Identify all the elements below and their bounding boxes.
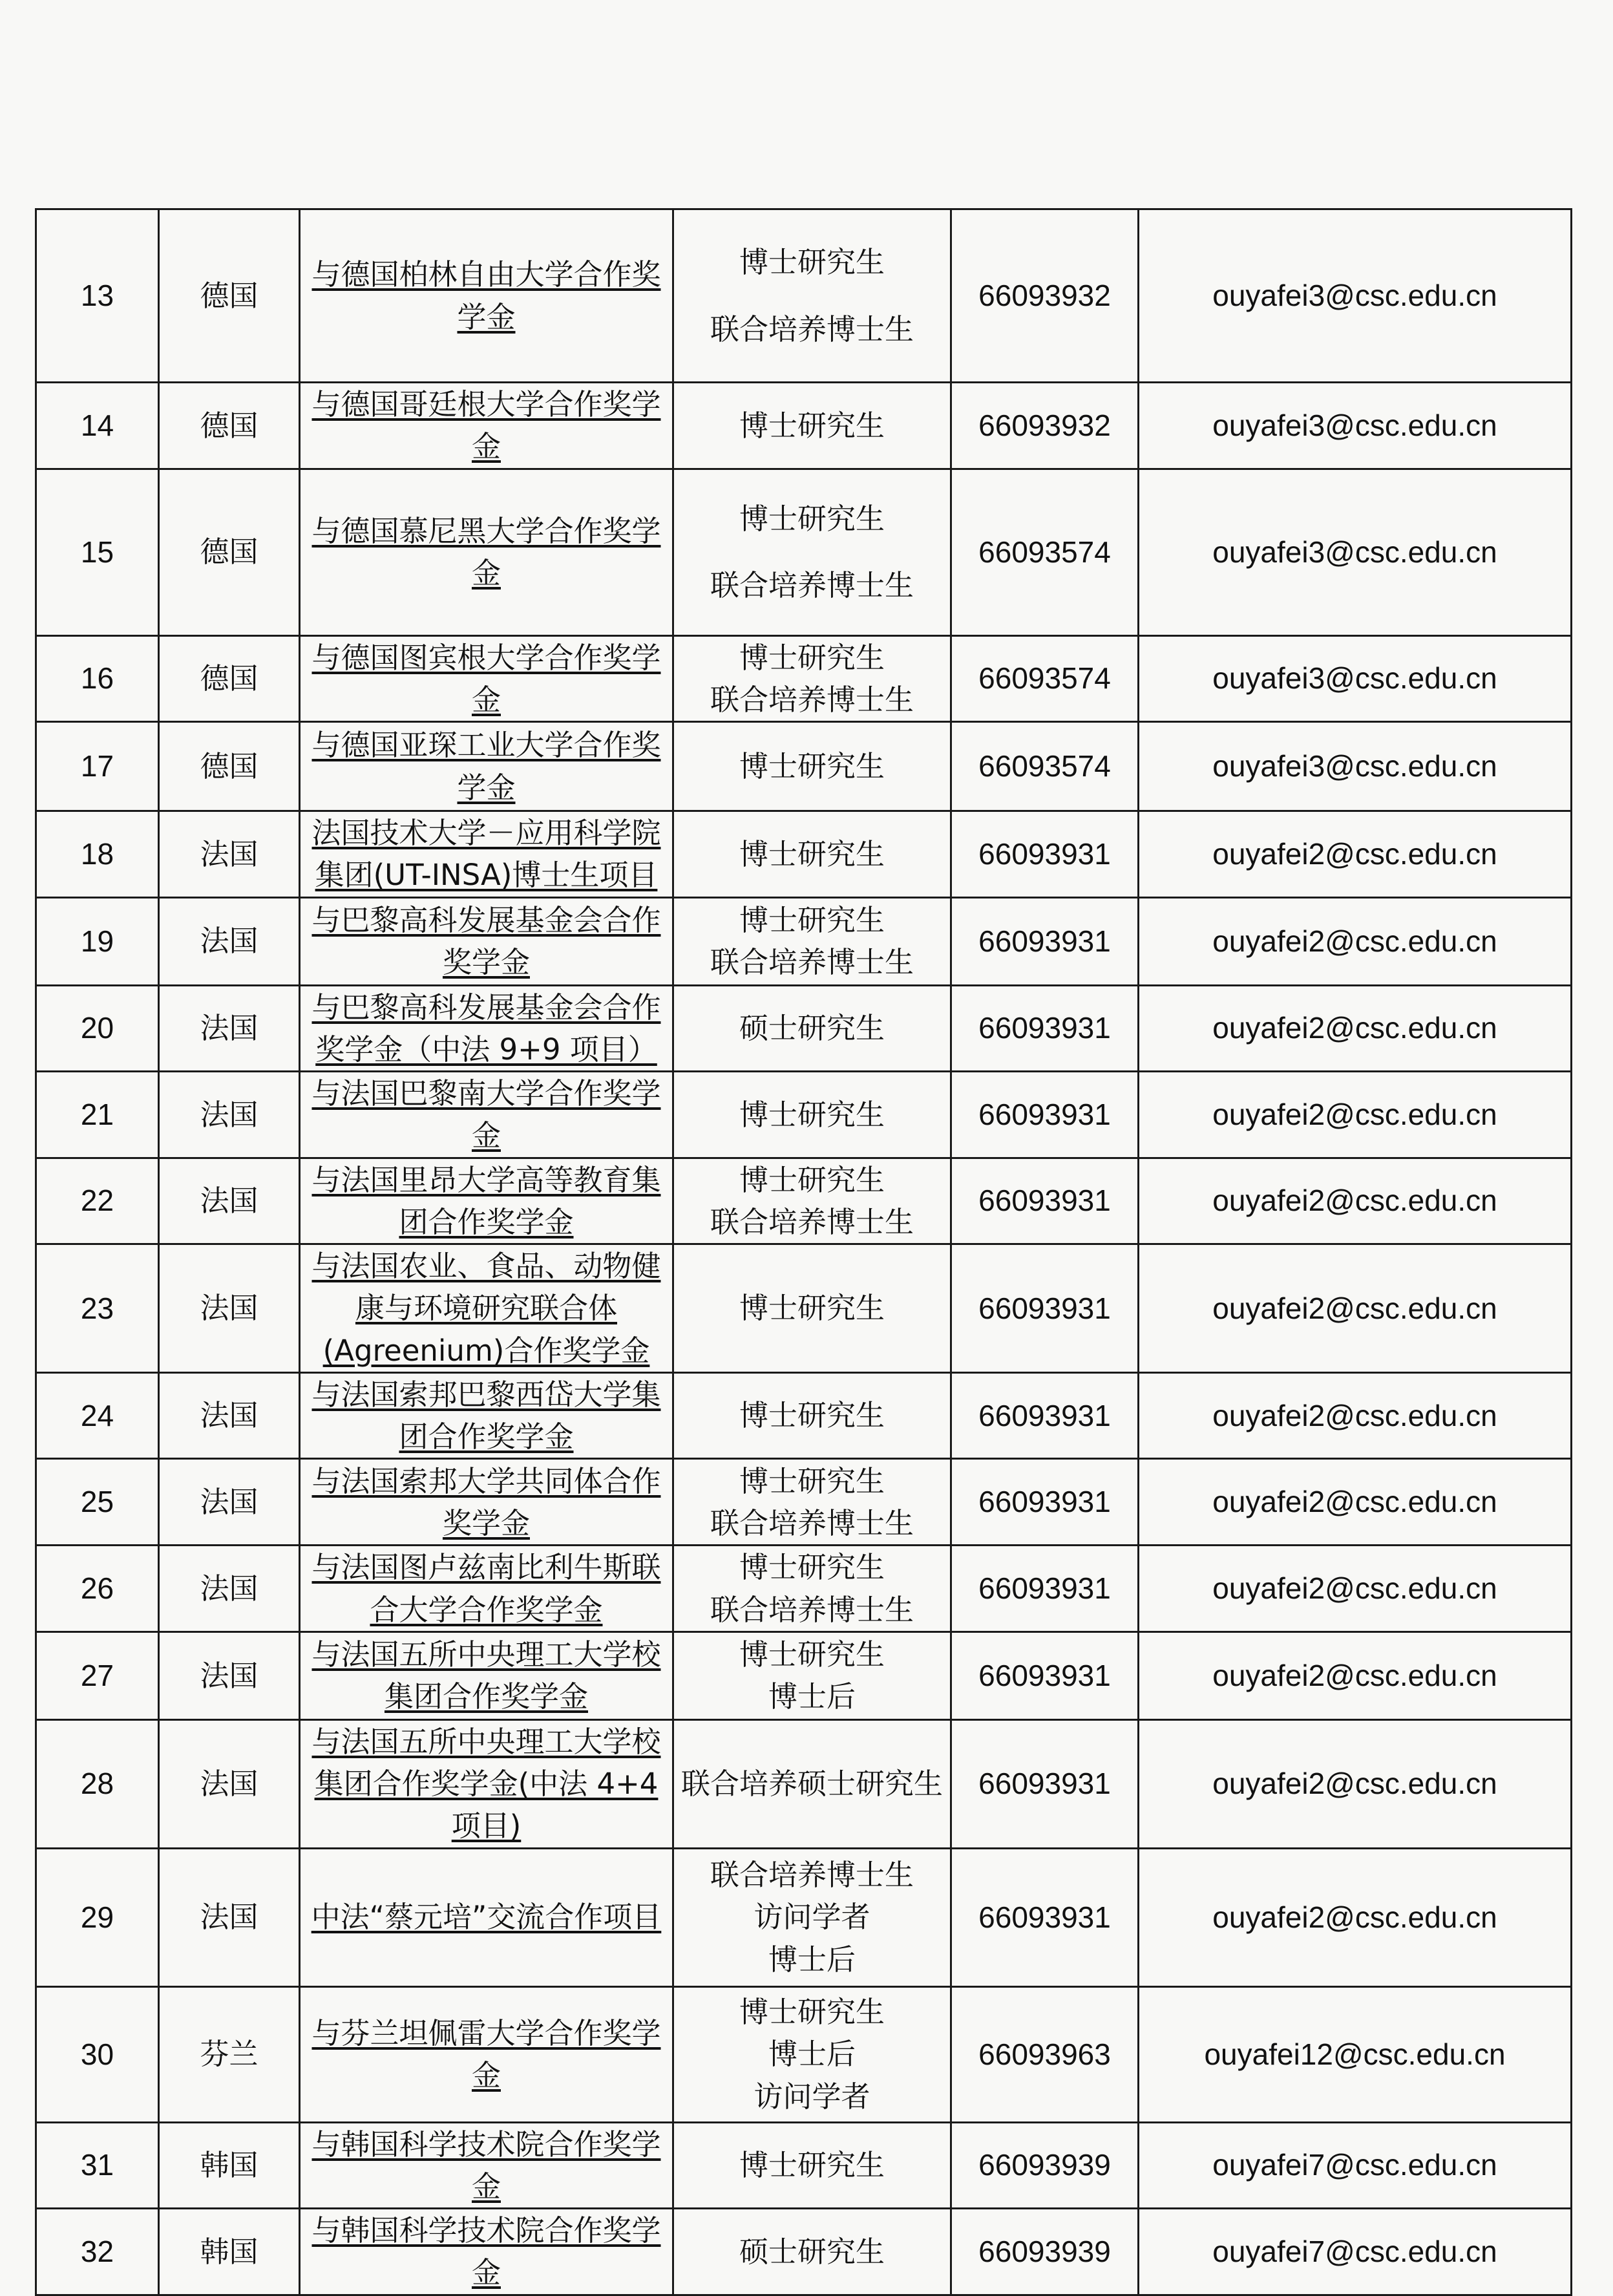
country-cell: 法国	[159, 1459, 300, 1546]
level-cell	[673, 1244, 951, 1373]
table-row	[36, 1072, 1572, 1158]
table-row	[36, 383, 1572, 469]
country-cell: 法国	[159, 1546, 300, 1632]
country-cell: 法国	[159, 897, 300, 985]
row-number: 32	[36, 2209, 159, 2295]
country-cell: 法国	[159, 1244, 300, 1373]
level-item: 联合培养博士生	[710, 945, 914, 979]
email-cell: ouyafei3@csc.edu.cn	[1139, 209, 1572, 383]
program-cell	[300, 897, 673, 985]
level-item: 博士后	[768, 1679, 856, 1714]
row-number: 21	[36, 1072, 159, 1158]
level-cell	[673, 383, 951, 469]
level-item: 博士研究生	[739, 408, 885, 443]
email-cell: ouyafei7@csc.edu.cn	[1139, 2209, 1572, 2295]
row-number: 15	[36, 469, 159, 635]
program-cell	[300, 1158, 673, 1244]
table-row	[36, 1848, 1572, 1986]
program-name: 与德国慕尼黑大学合作奖学金	[311, 513, 661, 590]
email-cell: ouyafei3@csc.edu.cn	[1139, 722, 1572, 811]
row-number: 25	[36, 1459, 159, 1546]
row-number: 30	[36, 1986, 159, 2122]
level-item: 博士研究生	[739, 836, 885, 871]
table-row	[36, 635, 1572, 722]
table-row	[36, 722, 1572, 811]
level-cell	[673, 1632, 951, 1719]
level-item: 博士研究生	[739, 1097, 885, 1132]
level-item: 联合培养博士生	[710, 568, 914, 602]
program-name: 与法国图卢兹南比利牛斯联合大学合作奖学金	[311, 1550, 661, 1627]
program-name: 与巴黎高科发展基金会合作奖学金（中法 9+9 项目）	[311, 990, 661, 1067]
phone-cell: 66093931	[951, 897, 1139, 985]
program-name: 与法国索邦大学共同体合作奖学金	[311, 1463, 661, 1540]
level-cell	[673, 985, 951, 1072]
program-cell	[300, 1546, 673, 1632]
level-cell	[673, 1986, 951, 2122]
phone-cell: 66093931	[951, 1244, 1139, 1373]
level-cell	[673, 1372, 951, 1459]
table-row	[36, 209, 1572, 383]
phone-cell: 66093931	[951, 811, 1139, 898]
row-number: 19	[36, 897, 159, 985]
program-name: 与芬兰坦佩雷大学合作奖学金	[311, 2015, 661, 2092]
row-number: 16	[36, 635, 159, 722]
row-number: 28	[36, 1719, 159, 1848]
table-row	[36, 1158, 1572, 1244]
program-cell	[300, 635, 673, 722]
level-item: 联合培养博士生	[710, 1858, 914, 1893]
program-cell	[300, 1244, 673, 1373]
email-cell: ouyafei3@csc.edu.cn	[1139, 635, 1572, 722]
email-cell: ouyafei12@csc.edu.cn	[1139, 1986, 1572, 2122]
level-cell	[673, 897, 951, 985]
country-cell: 韩国	[159, 2122, 300, 2209]
phone-cell: 66093939	[951, 2209, 1139, 2295]
phone-cell: 66093574	[951, 635, 1139, 722]
level-item: 联合培养博士生	[710, 312, 914, 346]
email-cell: ouyafei2@csc.edu.cn	[1139, 985, 1572, 1072]
table-row	[36, 1632, 1572, 1719]
phone-cell: 66093931	[951, 1372, 1139, 1459]
program-cell	[300, 1459, 673, 1546]
phone-cell: 66093574	[951, 722, 1139, 811]
country-cell: 法国	[159, 1072, 300, 1158]
level-cell	[673, 2209, 951, 2295]
phone-cell: 66093931	[951, 1546, 1139, 1632]
level-item: 博士后	[768, 2037, 856, 2072]
row-number: 22	[36, 1158, 159, 1244]
level-item: 博士研究生	[739, 1398, 885, 1433]
level-item: 博士研究生	[739, 640, 885, 675]
phone-cell: 66093931	[951, 1072, 1139, 1158]
program-name: 与法国五所中央理工大学校集团合作奖学金(中法 4+4 项目)	[311, 1724, 661, 1844]
row-number: 17	[36, 722, 159, 811]
row-number: 27	[36, 1632, 159, 1719]
level-item: 访问学者	[754, 1900, 870, 1935]
phone-cell: 66093939	[951, 2122, 1139, 2209]
email-cell: ouyafei2@csc.edu.cn	[1139, 1372, 1572, 1459]
program-name: 与法国索邦巴黎西岱大学集团合作奖学金	[311, 1377, 661, 1454]
phone-cell: 66093931	[951, 1632, 1139, 1719]
email-cell: ouyafei2@csc.edu.cn	[1139, 1632, 1572, 1719]
level-cell	[673, 1546, 951, 1632]
program-name: 与法国五所中央理工大学校集团合作奖学金	[311, 1637, 661, 1714]
level-cell	[673, 722, 951, 811]
table-row	[36, 985, 1572, 1072]
table-row	[36, 1459, 1572, 1546]
level-item: 博士研究生	[739, 501, 885, 536]
level-item: 博士研究生	[739, 1162, 885, 1197]
program-cell	[300, 1632, 673, 1719]
table-body	[36, 209, 1572, 2295]
phone-cell: 66093931	[951, 1848, 1139, 1986]
level-item: 博士研究生	[739, 902, 885, 937]
program-name: 与巴黎高科发展基金会合作奖学金	[311, 902, 661, 979]
level-cell	[673, 2122, 951, 2209]
level-cell	[673, 1848, 951, 1986]
level-item: 博士研究生	[739, 245, 885, 280]
country-cell: 德国	[159, 383, 300, 469]
phone-cell: 66093963	[951, 1986, 1139, 2122]
row-number: 13	[36, 209, 159, 383]
program-name: 与韩国科学技术院合作奖学金	[311, 2127, 661, 2204]
email-cell: ouyafei2@csc.edu.cn	[1139, 1072, 1572, 1158]
table-row	[36, 1372, 1572, 1459]
program-cell	[300, 1848, 673, 1986]
email-cell: ouyafei2@csc.edu.cn	[1139, 1546, 1572, 1632]
level-item: 博士研究生	[739, 1291, 885, 1326]
email-cell: ouyafei2@csc.edu.cn	[1139, 811, 1572, 898]
table-row	[36, 2209, 1572, 2295]
phone-cell: 66093931	[951, 1719, 1139, 1848]
email-cell: ouyafei2@csc.edu.cn	[1139, 1719, 1572, 1848]
program-cell	[300, 2122, 673, 2209]
table-row	[36, 1244, 1572, 1373]
program-name: 与德国柏林自由大学合作奖学金	[311, 257, 661, 334]
program-cell	[300, 2209, 673, 2295]
program-cell	[300, 722, 673, 811]
phone-cell: 66093931	[951, 1158, 1139, 1244]
level-item: 联合培养硕士研究生	[680, 1767, 943, 1801]
country-cell: 德国	[159, 635, 300, 722]
program-cell	[300, 1072, 673, 1158]
email-cell: ouyafei2@csc.edu.cn	[1139, 1158, 1572, 1244]
level-item: 访问学者	[754, 2079, 870, 2114]
row-number: 31	[36, 2122, 159, 2209]
table-row	[36, 2122, 1572, 2209]
level-cell	[673, 1072, 951, 1158]
level-item: 博士研究生	[739, 1637, 885, 1672]
level-cell	[673, 1459, 951, 1546]
email-cell: ouyafei2@csc.edu.cn	[1139, 1459, 1572, 1546]
phone-cell: 66093932	[951, 383, 1139, 469]
country-cell: 法国	[159, 1719, 300, 1848]
table-row	[36, 1719, 1572, 1848]
country-cell: 德国	[159, 209, 300, 383]
row-number: 20	[36, 985, 159, 1072]
level-item: 联合培养博士生	[710, 1204, 914, 1239]
program-cell	[300, 209, 673, 383]
program-name: 与德国哥廷根大学合作奖学金	[311, 387, 661, 464]
email-cell: ouyafei2@csc.edu.cn	[1139, 1244, 1572, 1373]
row-number: 24	[36, 1372, 159, 1459]
level-item: 博士研究生	[739, 1995, 885, 2030]
country-cell: 法国	[159, 1158, 300, 1244]
table-row	[36, 1546, 1572, 1632]
email-cell: ouyafei2@csc.edu.cn	[1139, 1848, 1572, 1986]
level-item: 博士研究生	[739, 2148, 885, 2183]
email-cell: ouyafei3@csc.edu.cn	[1139, 469, 1572, 635]
level-cell	[673, 209, 951, 383]
level-cell	[673, 811, 951, 898]
country-cell: 法国	[159, 811, 300, 898]
email-cell: ouyafei2@csc.edu.cn	[1139, 897, 1572, 985]
program-cell	[300, 469, 673, 635]
level-item: 联合培养博士生	[710, 682, 914, 717]
table-row	[36, 469, 1572, 635]
program-name: 与法国巴黎南大学合作奖学金	[311, 1076, 661, 1153]
table-row	[36, 811, 1572, 898]
row-number: 23	[36, 1244, 159, 1373]
level-item: 联合培养博士生	[710, 1505, 914, 1540]
program-name: 法国技术大学－应用科学院集团(UT-INSA)博士生项目	[311, 816, 661, 893]
level-item: 硕士研究生	[739, 1011, 885, 1046]
program-name: 与法国农业、食品、动物健康与环境研究联合体(Agreenium)合作奖学金	[311, 1249, 661, 1368]
level-item: 博士研究生	[739, 749, 885, 783]
level-cell	[673, 1158, 951, 1244]
email-cell: ouyafei3@csc.edu.cn	[1139, 383, 1572, 469]
phone-cell: 66093931	[951, 985, 1139, 1072]
country-cell: 德国	[159, 722, 300, 811]
level-cell	[673, 469, 951, 635]
program-cell	[300, 985, 673, 1072]
level-item: 博士研究生	[739, 1463, 885, 1498]
country-cell: 韩国	[159, 2209, 300, 2295]
scholarship-table-container	[35, 208, 1570, 2296]
email-cell: ouyafei7@csc.edu.cn	[1139, 2122, 1572, 2209]
program-cell	[300, 1986, 673, 2122]
level-cell	[673, 1719, 951, 1848]
program-name: 与韩国科学技术院合作奖学金	[311, 2213, 661, 2290]
table-row	[36, 897, 1572, 985]
program-cell	[300, 1372, 673, 1459]
country-cell: 德国	[159, 469, 300, 635]
country-cell: 法国	[159, 1632, 300, 1719]
country-cell: 法国	[159, 1848, 300, 1986]
phone-cell: 66093932	[951, 209, 1139, 383]
program-name: 中法“蔡元培”交流合作项目	[311, 1900, 662, 1935]
row-number: 18	[36, 811, 159, 898]
row-number: 26	[36, 1546, 159, 1632]
row-number: 14	[36, 383, 159, 469]
row-number: 29	[36, 1848, 159, 1986]
level-item: 硕士研究生	[739, 2234, 885, 2269]
level-item: 博士研究生	[739, 1550, 885, 1585]
program-name: 与法国里昂大学高等教育集团合作奖学金	[311, 1162, 661, 1239]
scholarship-table	[35, 208, 1572, 2296]
program-name: 与德国图宾根大学合作奖学金	[311, 640, 661, 717]
phone-cell: 66093931	[951, 1459, 1139, 1546]
program-cell	[300, 811, 673, 898]
phone-cell: 66093574	[951, 469, 1139, 635]
country-cell: 法国	[159, 1372, 300, 1459]
program-cell	[300, 383, 673, 469]
country-cell: 法国	[159, 985, 300, 1072]
level-item: 联合培养博士生	[710, 1592, 914, 1627]
country-cell: 芬兰	[159, 1986, 300, 2122]
level-item: 博士后	[768, 1942, 856, 1977]
level-cell	[673, 635, 951, 722]
program-name: 与德国亚琛工业大学合作奖学金	[311, 728, 661, 805]
table-row	[36, 1986, 1572, 2122]
program-cell	[300, 1719, 673, 1848]
